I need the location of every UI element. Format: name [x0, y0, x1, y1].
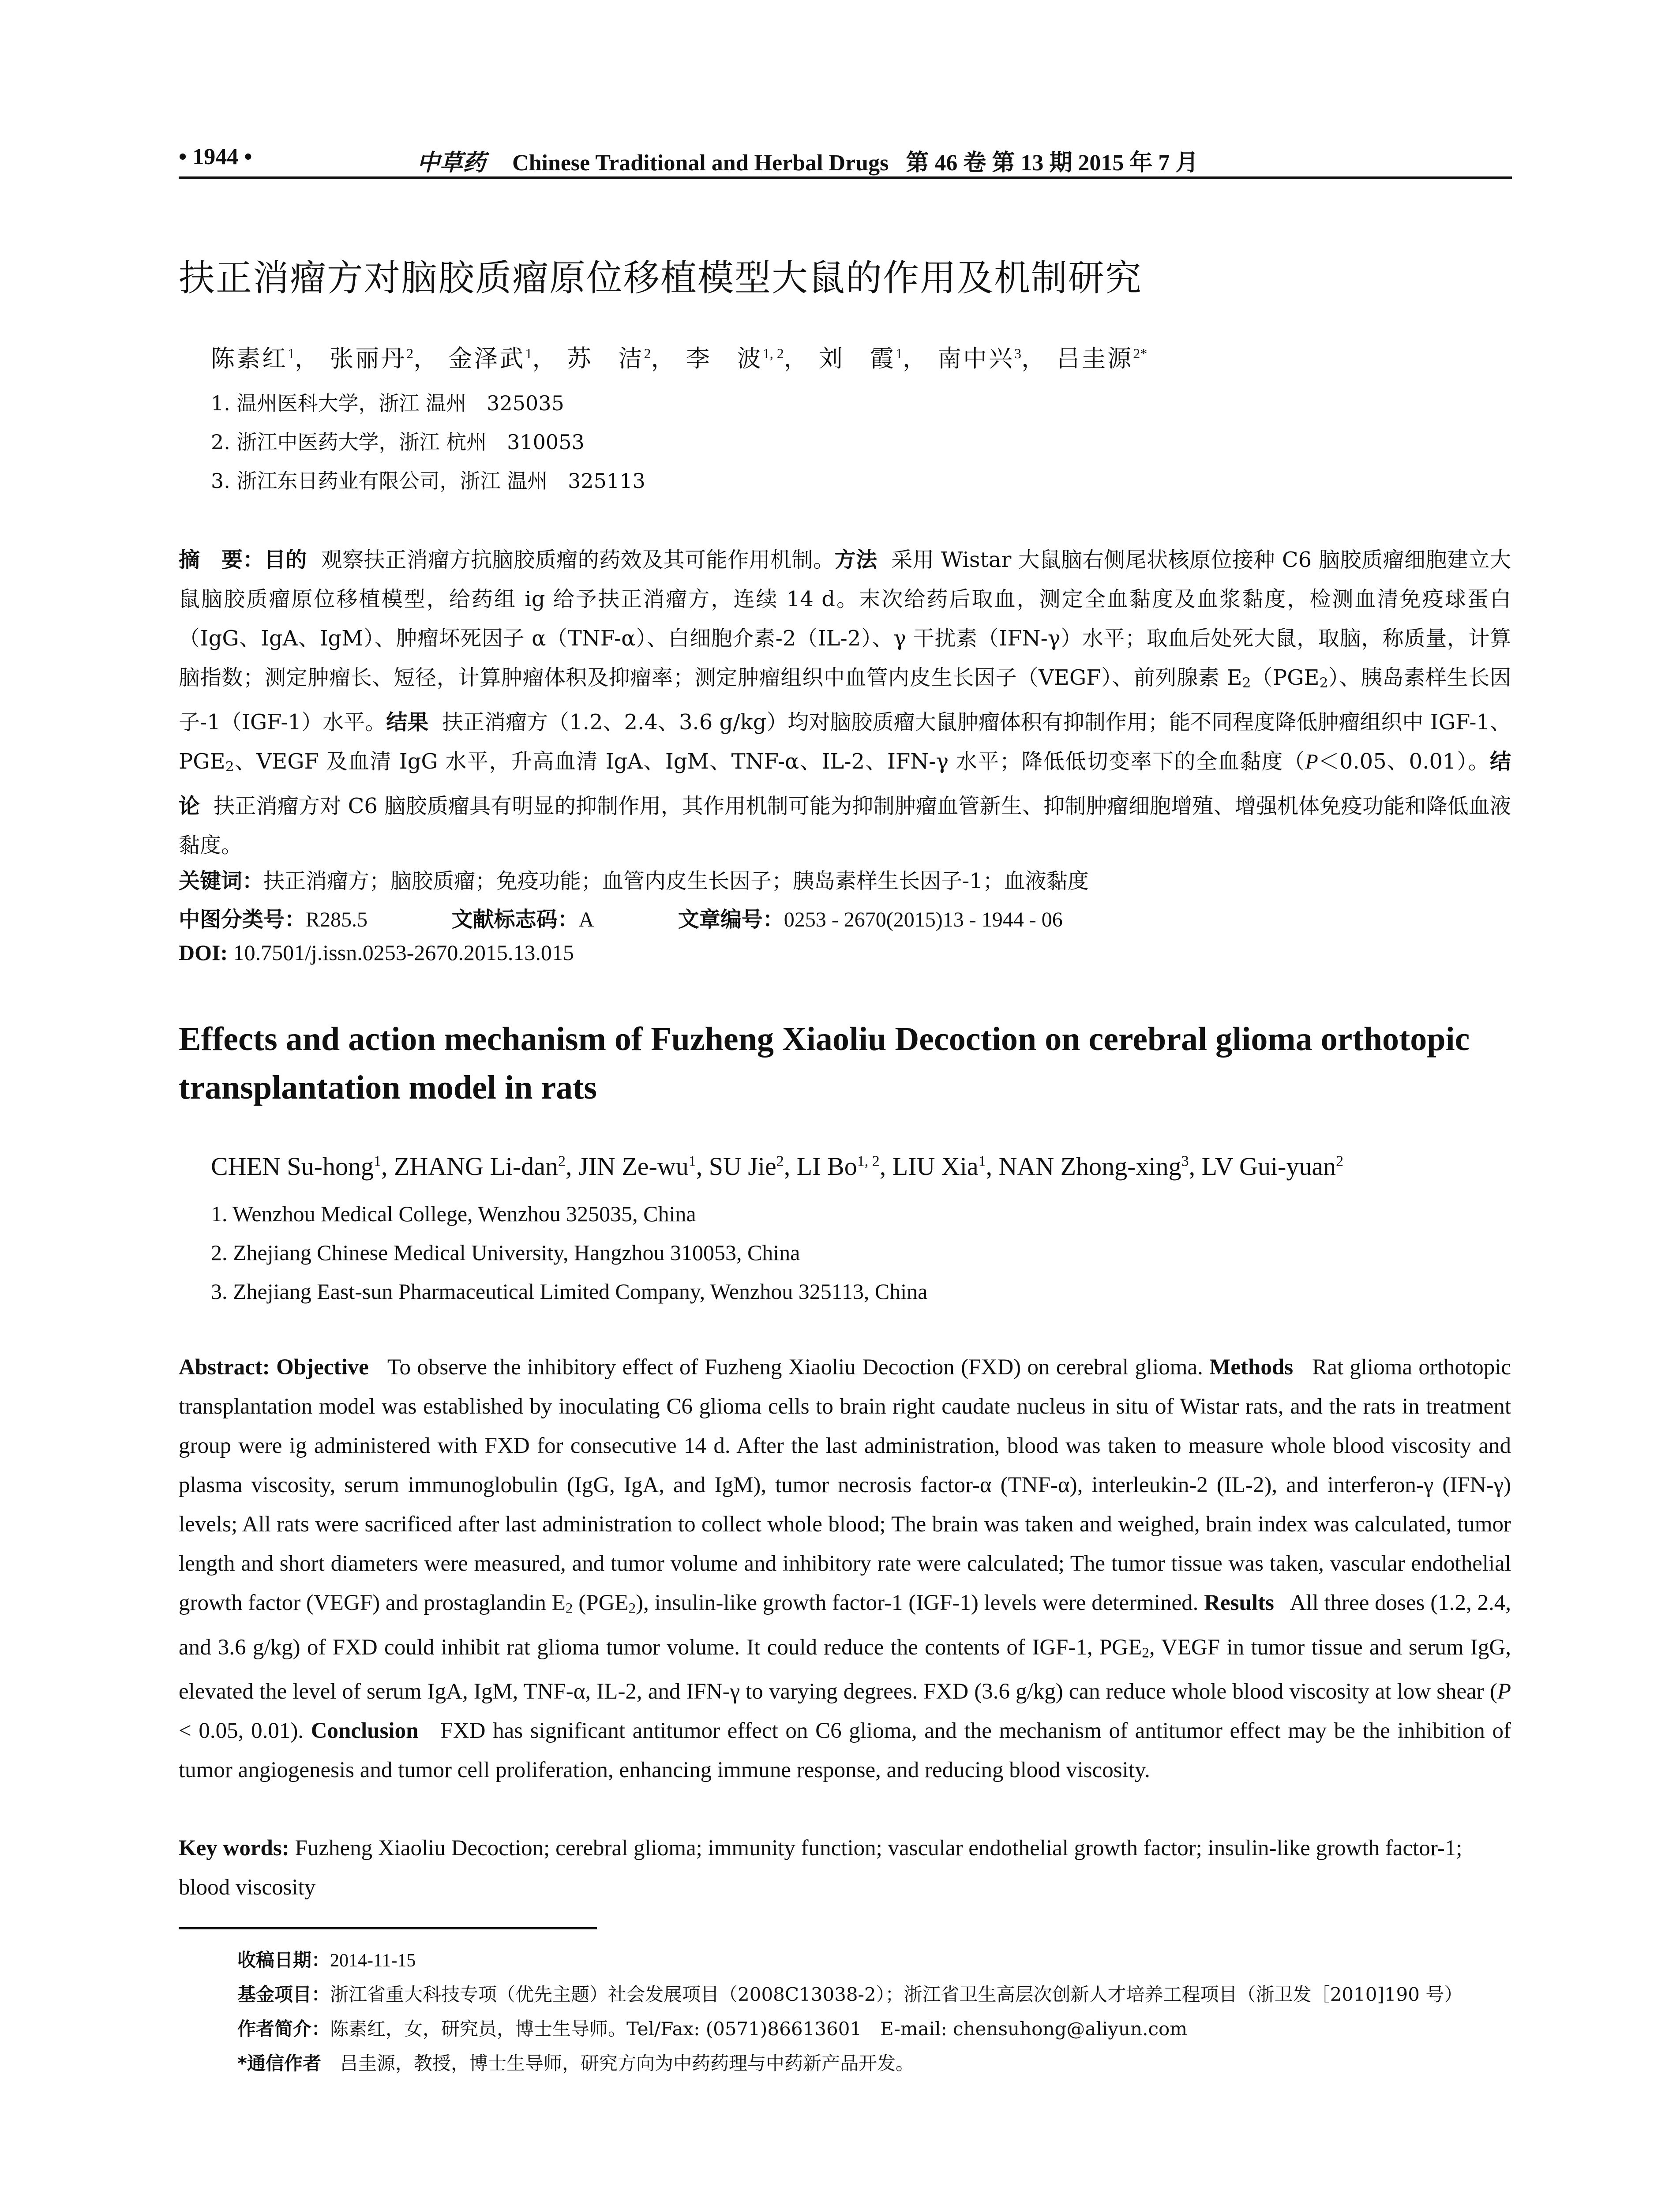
footnote-corresponding: *通信作者 吕圭源，教授，博士生导师，研究方向为中药药理与中药新产品开发。 [237, 2052, 914, 2074]
doi-line: DOI: 10.7501/j.issn.0253-2670.2015.13.015 [179, 940, 574, 965]
journal-logo-cn: 中草药 [417, 149, 486, 176]
authors-en: CHEN Su-hong$^1$, ZHANG Li-dan$^2$, JIN $Ze-wu^1$, SU Jie$^2$, LI Bo$^{1, 2}$, LIU Xia$^1$, NAN Zhong-xing$^3$, LV Gui-yuan$^2$ [211, 1152, 1344, 1181]
affiliation-en-3: 3. Zhejiang East-sun Pharmaceutical Limited Company, Wenzhou 325113, China [211, 1279, 928, 1304]
author-cn: 南中兴 [938, 345, 1015, 372]
author-en: LI Bo [796, 1152, 857, 1181]
author-en: NAN Zhong-xing [998, 1152, 1181, 1181]
clc-number: R285.5 [306, 908, 368, 931]
author-en: CHEN Su-hong [211, 1152, 374, 1181]
author-en: ZHANG Li-dan [394, 1152, 559, 1181]
author-cn: 苏 洁 [567, 345, 644, 372]
author-en: LIU Xia [892, 1152, 979, 1181]
author-en: SU Jie [709, 1152, 776, 1181]
affiliation-cn-2: 2. 浙江中医药大学，浙江 杭州 310053 [211, 430, 585, 454]
authors-cn: 陈素红$^1$， 张丽丹$^2$， 金泽武$^1$， 苏 洁$^2$， 李 波$^{1, 2}$， 刘 霞$^1$， 南中兴$^3$， 吕圭源$^{2*}$ [211, 345, 1148, 372]
footnote-author: 作者简介：陈素红，女，研究员，博士生导师。Tel/Fax: (0571)86613601 E-mail: chensuhong@aliyun.com [237, 2018, 1188, 2040]
affiliation-en-1: 1. Wenzhou Medical College, Wenzhou 325035, China [211, 1201, 696, 1226]
keywords-cn: 关键词：扶正消瘤方；脑胶质瘤；免疫功能；血管内皮生长因子；胰岛素样生长因子-1；血液黏度 [179, 869, 1089, 893]
header-rule [179, 176, 1512, 179]
footnote-received: 收稿日期：2014-11-15 [237, 1949, 416, 1971]
author-cn: 吕圭源 [1056, 345, 1133, 372]
affiliation-cn-1: 1. 温州医科大学，浙江 温州 325035 [211, 391, 564, 415]
doc-code: A [578, 908, 594, 931]
keywords-en-label: Key words: [179, 1836, 289, 1861]
abstract-cn-label: 摘 要： [179, 548, 265, 572]
abstract-en-label: Abstract: [179, 1355, 270, 1380]
doi-value: 10.7501/j.issn.0253-2670.2015.13.015 [233, 940, 574, 965]
classification-line: 中图分类号：R285.5 文献标志码：A 文章编号：0253 - 2670(2015)13 - 1944 - 06 [179, 907, 1063, 932]
author-en: JIN Ze-wu [578, 1152, 689, 1181]
journal-name [417, 144, 1198, 177]
author-en: LV Gui-yuan [1201, 1152, 1336, 1181]
title-en: Effects and action mechanism of Fuzheng Xiaoliu Decoction on cerebral glioma orthotopic transplantation model in rats [179, 1020, 1470, 1106]
author-cn: 陈素红 [211, 345, 288, 372]
affiliation-en-2: 2. Zhejiang Chinese Medical University, Hangzhou 310053, China [211, 1240, 800, 1265]
keywords-cn-label: 关键词： [179, 869, 264, 893]
title-cn: 扶正消瘤方对脑胶质瘤原位移植模型大鼠的作用及机制研究 [179, 257, 1143, 299]
author-cn: 张丽丹 [330, 345, 407, 372]
running-header [179, 140, 1511, 176]
abstract-en: Abstract: Objective To observe the inhibitory effect of Fuzheng Xiaoliu Decoction (FXD) on cerebral glioma. Methods Rat glioma orthotopic transplantation model was established by inoculating C6 glioma cells to brain right caudate nucleus in situ of Wistar rats, and the rats in treatment group were ig administered with FXD for consecutive 14 d. After the last administration, blood was taken to measure whole blood viscosity and plasma viscosity, serum immunoglobulin (IgG, IgA, and IgM), tumor necrosis factor-α (TNF-α), interleukin-2 (IL-2), and interferon-γ (IFN-γ) levels; All rats were sacrificed after last administration to collect whole blood; The brain was taken and weighed, brain index was calculated, tumor length and short diameters were measured, and tumor volume and inhibitory rate were calculated; The tumor tissue was taken, vascular endothelial growth factor (VEGF) and prostaglandin $E_2$ $(PGE_2)$, insulin-like growth factor-1 (IGF-1) levels were determined. Results All three doses (1.2, 2.4, and 3.6 g/kg) of FXD could inhibit rat glioma tumor volume. It could reduce the contents of IGF-1, $PGE_2$, VEGF in tumor tissue and serum IgG, elevated the level of serum IgA, IgM, TNF-α, IL-2, and IFN-γ to varying degrees. FXD (3.6 g/kg) can reduce whole blood viscosity at low shear (P < 0.05, 0.01). Conclusion FXD has significant antitumor effect on C6 glioma, and the mechanism of antitumor effect may be the inhibition of tumor angiogenesis and tumor cell proliferation, enhancing immune response, and reducing blood viscosity. [179, 1355, 1511, 1783]
footnote-fund: 基金项目：浙江省重大科技专项（优先主题）社会发展项目（2008C13038-2）；浙江省卫生高层次创新人才培养工程项目（浙卫发［2010]190 号） [237, 1984, 1463, 2005]
author-cn: 金泽武 [448, 345, 525, 372]
abstract-cn: 摘 要：目的 观察扶正消瘤方抗脑胶质瘤的药效及其可能作用机制。方法 采用 Wistar 大鼠脑右侧尾状核原位接种 C6 脑胶质瘤细胞建立大鼠脑胶质瘤原位移植模型，给药组 ig 给予扶正消瘤方，连续 14 d。末次给药后取血，测定全血黏度及血浆黏度，检测血清免疫球蛋白（IgG、IgA、IgM）、肿瘤坏死因子 α（TNF-α）、白细胞介素-2（IL-2）、γ 干扰素（IFN-γ）水平；取血后处死大鼠，取脑，称质量，计算脑指数；测定肿瘤长、短径，计算肿瘤体积及抑瘤率；测定肿瘤组织中血管内皮生长因子（VEGF）、前列腺素 $E_2(PGE_2)$、胰岛素样生长因子-1（IGF-1）水平。结果 扶正消瘤方（1.2、2.4、3.6 g/kg）均对脑胶质瘤大鼠肿瘤体积有抑制作用；能不同程度降低肿瘤组织中 IGF-1、$PGE_2$、VEGF 及血清 IgG 水平，升高血清 IgA、IgM、TNF-α、IL-2、IFN-γ 水平；降低低切变率下的全血黏度（P＜0.05、0.01）。结论 扶正消瘤方对 C6 脑胶质瘤具有明显的抑制作用，其作用机制可能为抑制肿瘤血管新生、抑制肿瘤细胞增殖、增强机体免疫功能和降低血液黏度。 [179, 548, 1511, 858]
affiliation-cn-3: 3. 浙江东日药业有限公司，浙江 温州 325113 [211, 469, 645, 493]
article-number: 0253 - 2670(2015)13 - 1944 - 06 [784, 908, 1063, 931]
journal-name-en: Chinese Traditional and Herbal Drugs [512, 150, 889, 176]
author-cn: 李 波 [686, 345, 763, 372]
author-cn: 刘 霞 [818, 345, 896, 372]
journal-issue: 第 46 卷 第 13 期 2015 年 7 月 [906, 150, 1199, 176]
keywords-en: Key words: Fuzheng Xiaoliu Decoction; cerebral glioma; immunity function; vascular endothelial growth factor; insulin-like growth factor-1; blood viscosity [179, 1836, 1462, 1900]
page-number: • 1944 • [179, 144, 252, 169]
footnote-rule [179, 1927, 597, 1929]
